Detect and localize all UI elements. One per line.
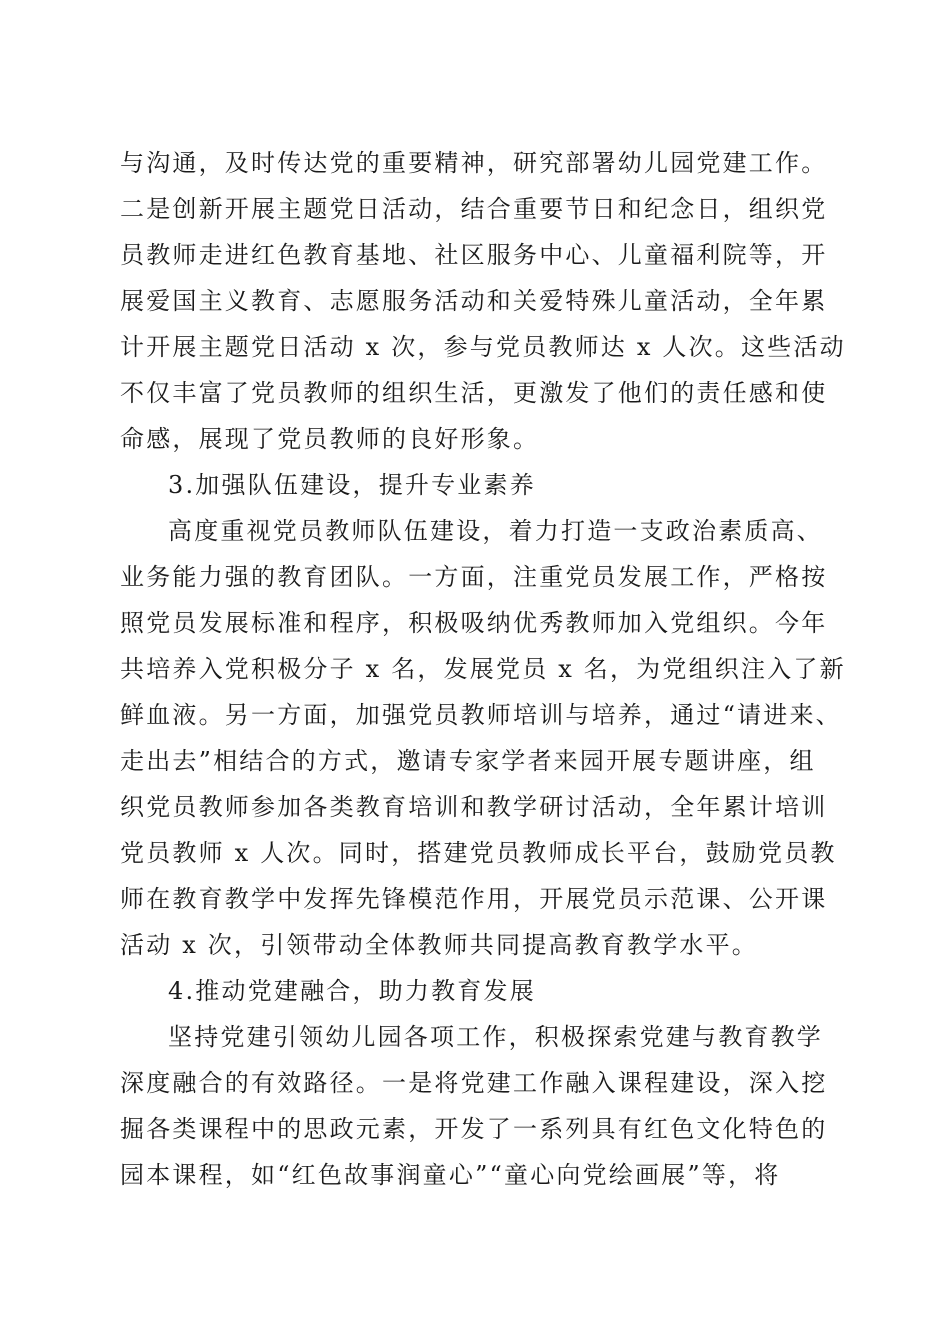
section-heading-3: 3.加强队伍建设，提升专业素养 xyxy=(168,471,536,499)
section-heading-4: 4.推动党建融合，助力教育发展 xyxy=(168,977,536,1005)
body-text-line: 业务能力强的教育团队。一方面，注重党员发展工作，严格按 xyxy=(120,563,828,591)
document-body xyxy=(120,140,846,1198)
body-text-line: 展爱国主义教育、志愿服务活动和关爱特殊儿童活动，全年累 xyxy=(120,287,828,315)
body-text-line: 照党员发展标准和程序，积极吸纳优秀教师加入党组织。今年 xyxy=(120,609,828,637)
body-text-line: 共培养入党积极分子 x 名，发展党员 x 名，为党组织注入了新 xyxy=(120,655,846,683)
paragraph-first-line: 高度重视党员教师队伍建设，着力打造一支政治素质高、 xyxy=(168,517,823,545)
body-text-line: 鲜血液。另一方面，加强党员教师培训与培养，通过“请进来、 xyxy=(120,701,842,729)
body-text-line: 深度融合的有效路径。一是将党建工作融入课程建设，深入挖 xyxy=(120,1069,828,1097)
body-text-line: 与沟通，及时传达党的重要精神，研究部署幼儿园党建工作。 xyxy=(120,149,828,177)
body-text-line: 师在教育教学中发挥先锋模范作用，开展党员示范课、公开课 xyxy=(120,885,828,913)
body-text-line: 走出去”相结合的方式，邀请专家学者来园开展专题讲座，组 xyxy=(120,747,816,775)
body-text-line: 命感，展现了党员教师的良好形象。 xyxy=(120,425,540,453)
body-text-line: 党员教师 x 人次。同时，搭建党员教师成长平台，鼓励党员教 xyxy=(120,839,837,867)
body-text-line: 二是创新开展主题党日活动，结合重要节日和纪念日，组织党 xyxy=(120,195,828,223)
paragraph-first-line: 坚持党建引领幼儿园各项工作，积极探索党建与教育教学 xyxy=(168,1023,823,1051)
body-text-line: 员教师走进红色教育基地、社区服务中心、儿童福利院等，开 xyxy=(120,241,828,269)
body-text-line: 园本课程，如“红色故事润童心”“童心向党绘画展”等，将 xyxy=(120,1161,781,1189)
body-text-line: 活动 x 次，引领带动全体教师共同提高教育教学水平。 xyxy=(120,931,758,959)
body-text-line: 计开展主题党日活动 x 次，参与党员教师达 x 人次。这些活动 xyxy=(120,333,846,361)
body-text-line: 不仅丰富了党员教师的组织生活，更激发了他们的责任感和使 xyxy=(120,379,828,407)
body-text-line: 织党员教师参加各类教育培训和教学研讨活动，全年累计培训 xyxy=(120,793,828,821)
body-text-line: 掘各类课程中的思政元素，开发了一系列具有红色文化特色的 xyxy=(120,1115,828,1143)
